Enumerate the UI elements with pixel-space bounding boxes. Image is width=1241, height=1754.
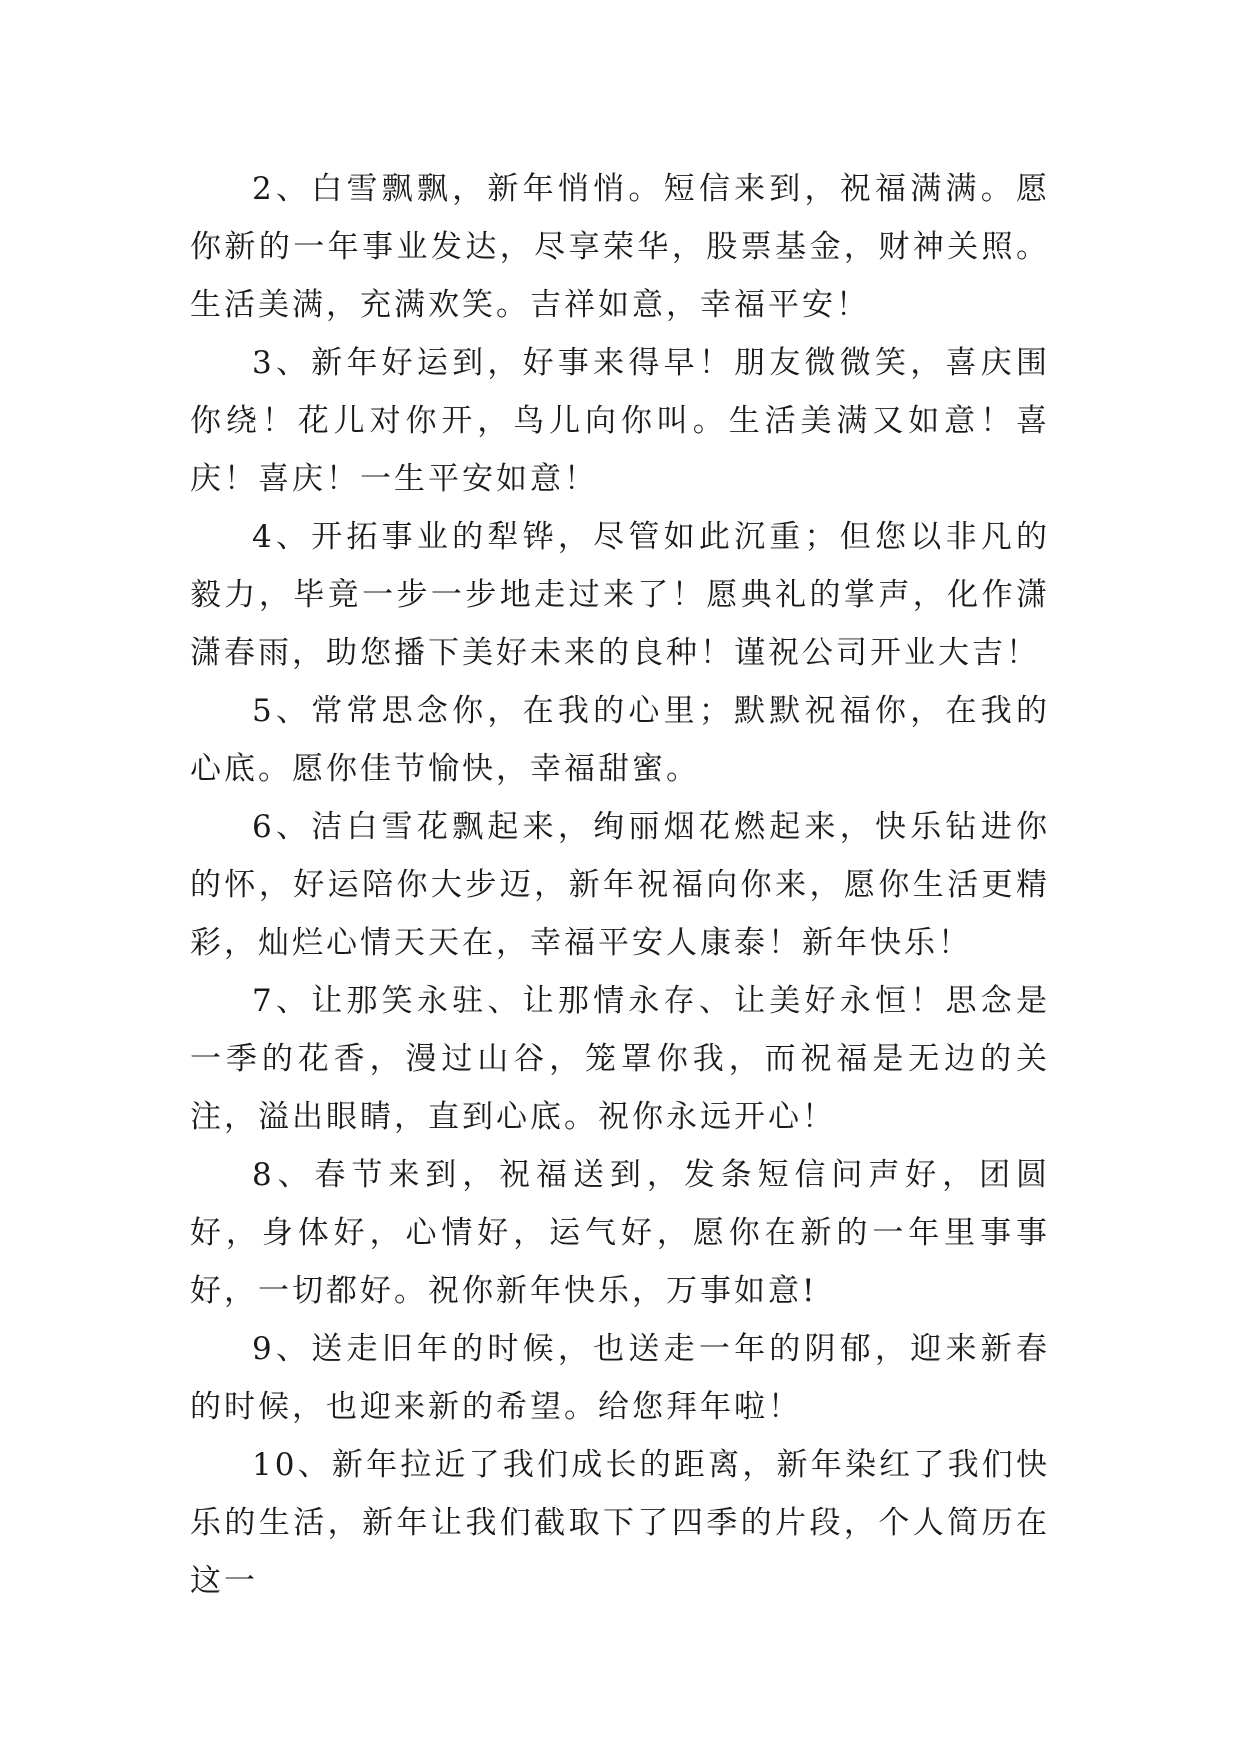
paragraph-6: 6、洁白雪花飘起来，绚丽烟花燃起来，快乐钻进你的怀，好运陪你大步迈，新年祝福向你来，愿你生活更精彩，灿烂心情天天在，幸福平安人康泰！新年快乐！ [190,809,1050,961]
paragraph-7: 7、让那笑永驻、让那情永存、让美好永恒！思念是一季的花香，漫过山谷，笼罩你我，而祝福是无边的关注，溢出眼睛，直到心底。祝你永远开心！ [190,983,1050,1135]
paragraph-4: 4、开拓事业的犁铧，尽管如此沉重；但您以非凡的毅力，毕竟一步一步地走过来了！愿典礼的掌声，化作潇潇春雨，助您播下美好未来的良种！谨祝公司开业大吉！ [190,519,1050,671]
paragraph-5: 5、常常思念你，在我的心里；默默祝福你，在我的心底。愿你佳节愉快，幸福甜蜜。 [190,693,1050,787]
document-body [190,160,1050,1610]
paragraph-9: 9、送走旧年的时候，也送走一年的阴郁，迎来新春的时候，也迎来新的希望。给您拜年啦！ [190,1331,1050,1425]
paragraph-10: 10、新年拉近了我们成长的距离，新年染红了我们快乐的生活，新年让我们截取下了四季的片段，个人简历在这一 [190,1447,1050,1599]
paragraph-3: 3、新年好运到，好事来得早！朋友微微笑，喜庆围你绕！花儿对你开，鸟儿向你叫。生活美满又如意！喜庆！喜庆！一生平安如意！ [190,345,1050,497]
paragraph-2: 2、白雪飘飘，新年悄悄。短信来到，祝福满满。愿你新的一年事业发达，尽享荣华，股票基金，财神关照。生活美满，充满欢笑。吉祥如意，幸福平安！ [190,171,1050,323]
paragraph-8: 8、春节来到，祝福送到，发条短信问声好，团圆好，身体好，心情好，运气好，愿你在新的一年里事事好，一切都好。祝你新年快乐，万事如意! [190,1157,1050,1309]
